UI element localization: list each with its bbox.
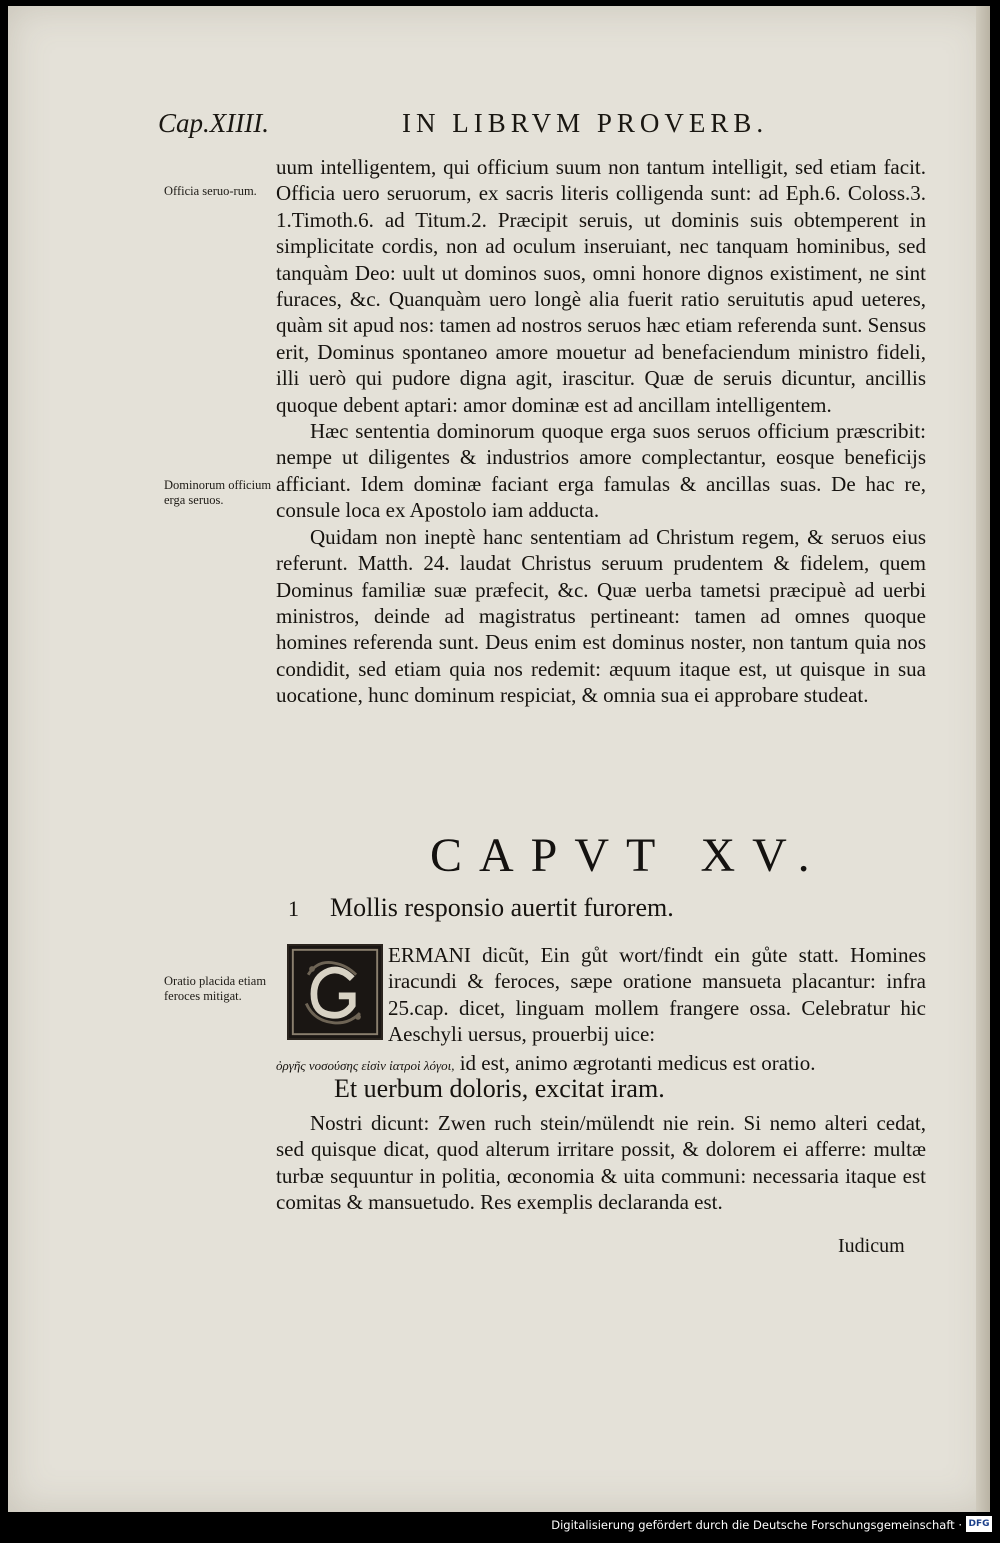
paragraph: ERMANI dicũt, Ein gůt wort/findt ein gůte statt. Homines iracundi & feroces, sæpe oratione mansueta placantur: infra 25.cap. dicet, linguam mollem frangere ossa. Celebratur hic Aeschyli uersus, prouerbij uice: (388, 943, 926, 1047)
chapter-title: CAPVT XV. (430, 829, 827, 882)
running-header (0, 108, 1000, 144)
margin-note-oratio: Oratio placida etiam feroces mitigat. (164, 974, 267, 1003)
decorated-initial-g-icon (287, 944, 383, 1040)
verse-number: 1 (288, 896, 299, 921)
greek-translation: id est, animo ægrotanti medicus est oratio. (454, 1051, 816, 1075)
margin-note-dominorum: Dominorum officium erga seruos. (164, 478, 272, 507)
footer-credit: Digitalisierung gefördert durch die Deutsche Forschungsgemeinschaft · (551, 1518, 962, 1532)
paragraph: Hæc sententia dominorum quoque erga suos seruos officium præscribit: nempe ut diligentes & industrios amore complectantur, eosque beneficijs afficiant. Idem dominæ faciant erga famulas & ancillas suas. De hac re, consule loca ex Apostolo iam adducta. (276, 419, 926, 523)
verse-text: Mollis responsio auertit furorem. (330, 893, 674, 922)
header-title: IN LIBRVM PROVERB. (402, 108, 769, 138)
dfg-logo-icon: DFG (966, 1516, 992, 1532)
greek-quote: ὀργῆς νοσούσης εἰσὶν ἰατροὶ λόγοι, (276, 1058, 455, 1073)
verse-line-1 (288, 893, 674, 923)
text-block-3 (276, 1110, 926, 1216)
paragraph: Nostri dicunt: Zwen ruch stein/mülendt nie rein. Si nemo alteri cedat, sed quisque dicat, quod alterum irritare possit, & dolorem ei afferre: multæ turbæ sequuntur in politia, œconomia & uita communi: necessaria itaque est comitas & mansuetudo. Res exemplis declaranda est. (276, 1111, 926, 1215)
catchword: Iudicum (838, 1235, 905, 1257)
paragraph: uum intelligentem, qui officium suum non tantum intelligit, sed etiam facit. Officia uero seruorum, ex sacris literis colligenda sunt: ad Eph.6. Coloss.3. 1.Timoth.6. ad Titum.2. Præcipit seruis, ut dominis suis obtemperent in simplicitate cordis, non ad oculum inseruiant, nec tanquam hominibus, sed tanquàm Deo: uult ut dominos suos, omni honore dignos existiment, ne sint furaces, &c. Quanquàm uero longè alia fuerit ratio seruitutis apud ueteres, quàm sit apud nos: tamen ad nostros seruos hæc etiam referenda sunt. Sensus erit, Dominus spontaneo amore mouetur ad benefaciendum ministro fideli, illi uerò qui pudore digna agit, irascitur. Quæ de seruis dicuntur, ancillis quoque debent aptari: amor dominæ est ad ancillam intelligentem. (276, 155, 926, 417)
verse-line-2 (334, 1074, 665, 1104)
text-block-2 (388, 942, 926, 1048)
page-edge (976, 6, 990, 1512)
margin-note-officia: Officia seruo-rum. (164, 184, 257, 198)
text-block-1 (276, 154, 926, 709)
header-chapter: Cap.XIIII. (158, 108, 269, 138)
verse-text: Et uerbum doloris, excitat iram. (334, 1074, 665, 1103)
paragraph: Quidam non ineptè hanc sententiam ad Christum regem, & seruos eius referunt. Matth. 24. laudat Christus seruum prudentem & fidelem, quem Dominus familiæ suæ præfecit, &c. Quæ uerba tametsi præcipuè ad uerbi ministros, deinde ad magistratus pertineant: tamen ad omnes quoque homines referenda sunt. Deus enim est dominus noster, non tantum quia nos condidit, sed etiam quia nos redemit: æquum itaque est, ut quisque in sua uocatione, hunc dominum respiciat, & omnia sua ei approbare studeat. (276, 524, 926, 708)
